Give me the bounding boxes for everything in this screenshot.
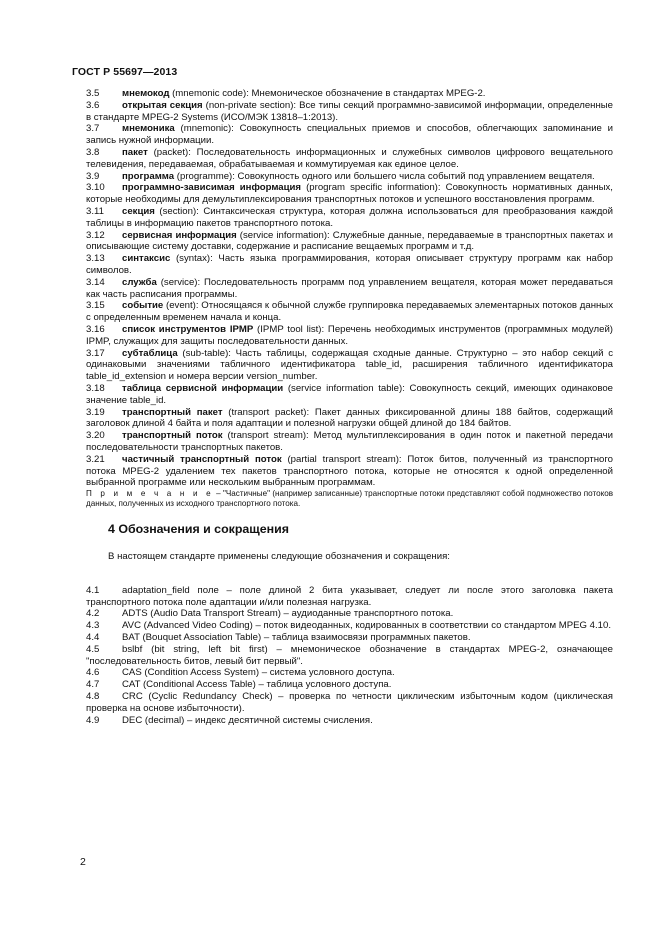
term-name: транспортный поток	[122, 430, 223, 442]
term-entry	[86, 230, 613, 254]
abbreviation-entry	[86, 715, 613, 727]
abbreviation-number: 4.5	[86, 643, 100, 655]
term-definition: (service): Последовательность программ под управлением вещателя, которая может передаваться как часть расписания программы.	[86, 276, 613, 300]
term-name: секция	[122, 205, 155, 217]
term-name: частичный транспортный поток	[122, 453, 282, 465]
abbreviation-text: ADTS (Audio Data Transport Stream) – аудиоданные транспортного потока.	[122, 608, 454, 620]
abbreviation-number: 4.7	[86, 679, 100, 691]
abbreviation-number: 4.8	[86, 691, 100, 703]
abbreviation-text: BAT (Bouquet Association Table) – таблица взаимосвязи программных пакетов.	[122, 632, 471, 644]
term-entry	[86, 277, 613, 301]
term-number: 3.14	[86, 276, 105, 288]
term-definition: (service information): Служебные данные, передаваемые в транспортных пакетах и описывающие систему доставки, содержание и расписание вещаемых программ и т.д.	[86, 229, 613, 253]
term-number: 3.8	[86, 146, 100, 158]
term-entry	[86, 182, 613, 206]
term-entry	[86, 171, 613, 183]
term-entry	[86, 383, 613, 407]
abbreviation-entry	[86, 691, 613, 715]
term-entry	[86, 430, 613, 454]
term-name: служба	[122, 276, 157, 288]
abbreviation-number: 4.6	[86, 667, 100, 679]
term-number: 3.18	[86, 382, 105, 394]
document-header: ГОСТ Р 55697—2013	[72, 66, 178, 78]
term-name: событие	[122, 300, 164, 312]
term-entry	[86, 300, 613, 324]
abbreviation-text: CRC (Cyclic Redundancy Check) – проверка по четности циклическим избыточным кодом (циклическая проверка на основе избыточности).	[86, 691, 613, 714]
abbreviation-entry	[86, 632, 613, 644]
term-number: 3.19	[86, 406, 105, 418]
term-definition: (mnemonic): Совокупность специальных приемов и способов, облегчающих запоминание и запись нужной информации.	[86, 123, 613, 147]
abbreviation-entry	[86, 667, 613, 679]
page-body	[86, 88, 613, 726]
term-definition: (mnemonic code): Мнемоническое обозначение в стандартах MPEG-2.	[169, 88, 486, 99]
abbreviation-number: 4.3	[86, 620, 100, 632]
abbreviation-text: CAT (Conditional Access Table) – таблица условного доступа.	[122, 679, 392, 691]
abbreviation-text: DEC (decimal) – индекс десятичной системы счисления.	[122, 714, 373, 726]
term-definition: (event): Относящаяся к обычной службе группировка передаваемых элементарных потоков данных с определенным временем начала и конца.	[86, 300, 613, 324]
term-entry	[86, 147, 613, 171]
term-name: транспортный пакет	[122, 406, 223, 418]
term-definition: (program specific information): Совокупность нормативных данных, которые необходимы для демультиплексирования транспортных потоков и успешного восстановления программ.	[86, 182, 613, 206]
term-number: 3.7	[86, 123, 100, 135]
term-entry	[86, 123, 613, 147]
term-number: 3.17	[86, 347, 105, 359]
term-number: 3.20	[86, 430, 105, 442]
term-definition: (section): Синтаксическая структура, которая должна использоваться для преобразования каждой таблицы в информацию пакетов транспортного потока.	[86, 205, 613, 229]
abbreviation-number: 4.4	[86, 632, 100, 644]
term-entry	[86, 100, 613, 124]
term-number: 3.16	[86, 323, 105, 335]
term-name: мнемоника	[122, 123, 175, 135]
note	[86, 489, 613, 509]
term-number: 3.9	[86, 170, 100, 182]
section-intro: В настоящем стандарте применены следующие обозначения и сокращения:	[108, 551, 450, 563]
term-entry	[86, 206, 613, 230]
abbreviation-entry	[86, 585, 613, 609]
term-entry	[86, 348, 613, 383]
term-entry	[86, 253, 613, 277]
term-name: список инструментов IPMP	[122, 323, 254, 335]
term-number: 3.6	[86, 99, 100, 111]
abbreviation-text: CAS (Condition Access System) – система условного доступа.	[122, 667, 395, 679]
terms-list	[86, 88, 613, 489]
term-definition: (non-private section): Все типы секций программно-зависимой информации, определенные в стандарте MPEG-2 Systems (ИСО/МЭК 13818–1:2013).	[86, 99, 614, 123]
term-name: пакет	[122, 146, 148, 158]
term-entry	[86, 324, 613, 348]
term-definition: (transport stream): Метод мультиплексирования в один поток и пакетной передачи последовательности транспортных пакетов.	[86, 430, 614, 453]
term-name: открытая секция	[122, 99, 203, 111]
term-number: 3.21	[86, 453, 105, 465]
term-definition: (partial transport stream): Поток битов, полученный из транспортного потока MPEG-2 удалением тех пакетов транспортного потока, которые не относятся к одной определенной выбранной программе или нескольким выбранным программам.	[86, 453, 613, 489]
term-entry	[86, 407, 613, 431]
term-entry	[86, 88, 613, 100]
term-definition: (IPMP tool list): Перечень необходимых инструментов (программных модулей) IPMP, служащих для защиты последовательности данных.	[86, 323, 613, 347]
term-name: программно-зависимая информация	[122, 182, 302, 194]
term-name: субтаблица	[122, 347, 178, 359]
term-definition: (transport packet): Пакет данных фиксированной длины 188 байтов, содержащий заголовок длиной 4 байта и поля адаптации и полезной нагрузки общей длиной до 184 байтов.	[86, 406, 613, 430]
note-label: П р и м е ч а н и е	[86, 489, 214, 499]
abbreviation-entry	[86, 620, 613, 632]
term-definition: (programme): Совокупность одного или большего числа событий под управлением вещателя.	[174, 170, 595, 182]
term-definition: (packet): Последовательность информационных и служебных символов цифрового вещательного телевидения, передаваемая, обрабатываемая и коммутируемая как единое целое.	[86, 146, 613, 170]
section-title: 4 Обозначения и сокращения	[108, 522, 289, 537]
term-number: 3.15	[86, 300, 105, 312]
term-number: 3.5	[86, 88, 100, 99]
abbreviation-number: 4.9	[86, 714, 100, 726]
term-name: сервисная информация	[122, 229, 237, 241]
term-definition: (syntax): Часть языка программирования, которая описывает структуру программ как набор символов.	[86, 253, 613, 276]
term-definition: (sub-table): Часть таблицы, содержащая сходные данные. Структурно – это набор секций с одинаковыми значениями табличного идентификатора table_id, расширения табличного идентификатора table_id_extension и номера версии version_number.	[86, 347, 613, 383]
abbreviation-number: 4.1	[86, 584, 100, 596]
abbreviation-text: AVC (Advanced Video Coding) – поток видеоданных, кодированных в соответствии со стандартом MPEG 4.10.	[122, 620, 612, 632]
abbreviation-entry	[86, 644, 613, 668]
term-name: синтаксис	[122, 253, 171, 265]
abbreviation-entry	[86, 608, 613, 620]
term-entry	[86, 454, 613, 489]
abbreviation-entry	[86, 679, 613, 691]
term-name: программа	[122, 170, 175, 182]
term-number: 3.13	[86, 253, 105, 265]
term-number: 3.12	[86, 229, 105, 241]
abbreviation-text: adaptation_field поле – поле длиной 2 бита указывает, следует ли после этого заголовка пакета транспортного потока поле адаптации и/или полезная нагрузка.	[86, 584, 613, 608]
term-name: таблица сервисной информации	[122, 382, 284, 394]
abbreviations-list	[86, 585, 613, 727]
note-text: – "Частичные" (например записанные) транспортные потоки представляют собой подмножество потоков данных, полученных из исходного транспортного потока.	[86, 489, 614, 509]
term-number: 3.11	[86, 205, 104, 217]
term-number: 3.10	[86, 182, 105, 194]
abbreviation-text: bslbf (bit string, left bit first) – мнемоническое обозначение в стандартах MPEG-2, означающее "последовательность битов, левый бит первый".	[86, 643, 613, 667]
abbreviation-number: 4.2	[86, 608, 100, 620]
term-definition: (service information table): Совокупность секций, имеющих одинаковое значение table_id.	[86, 382, 613, 406]
term-name: мнемокод	[122, 88, 170, 99]
page-number: 2	[80, 856, 86, 868]
